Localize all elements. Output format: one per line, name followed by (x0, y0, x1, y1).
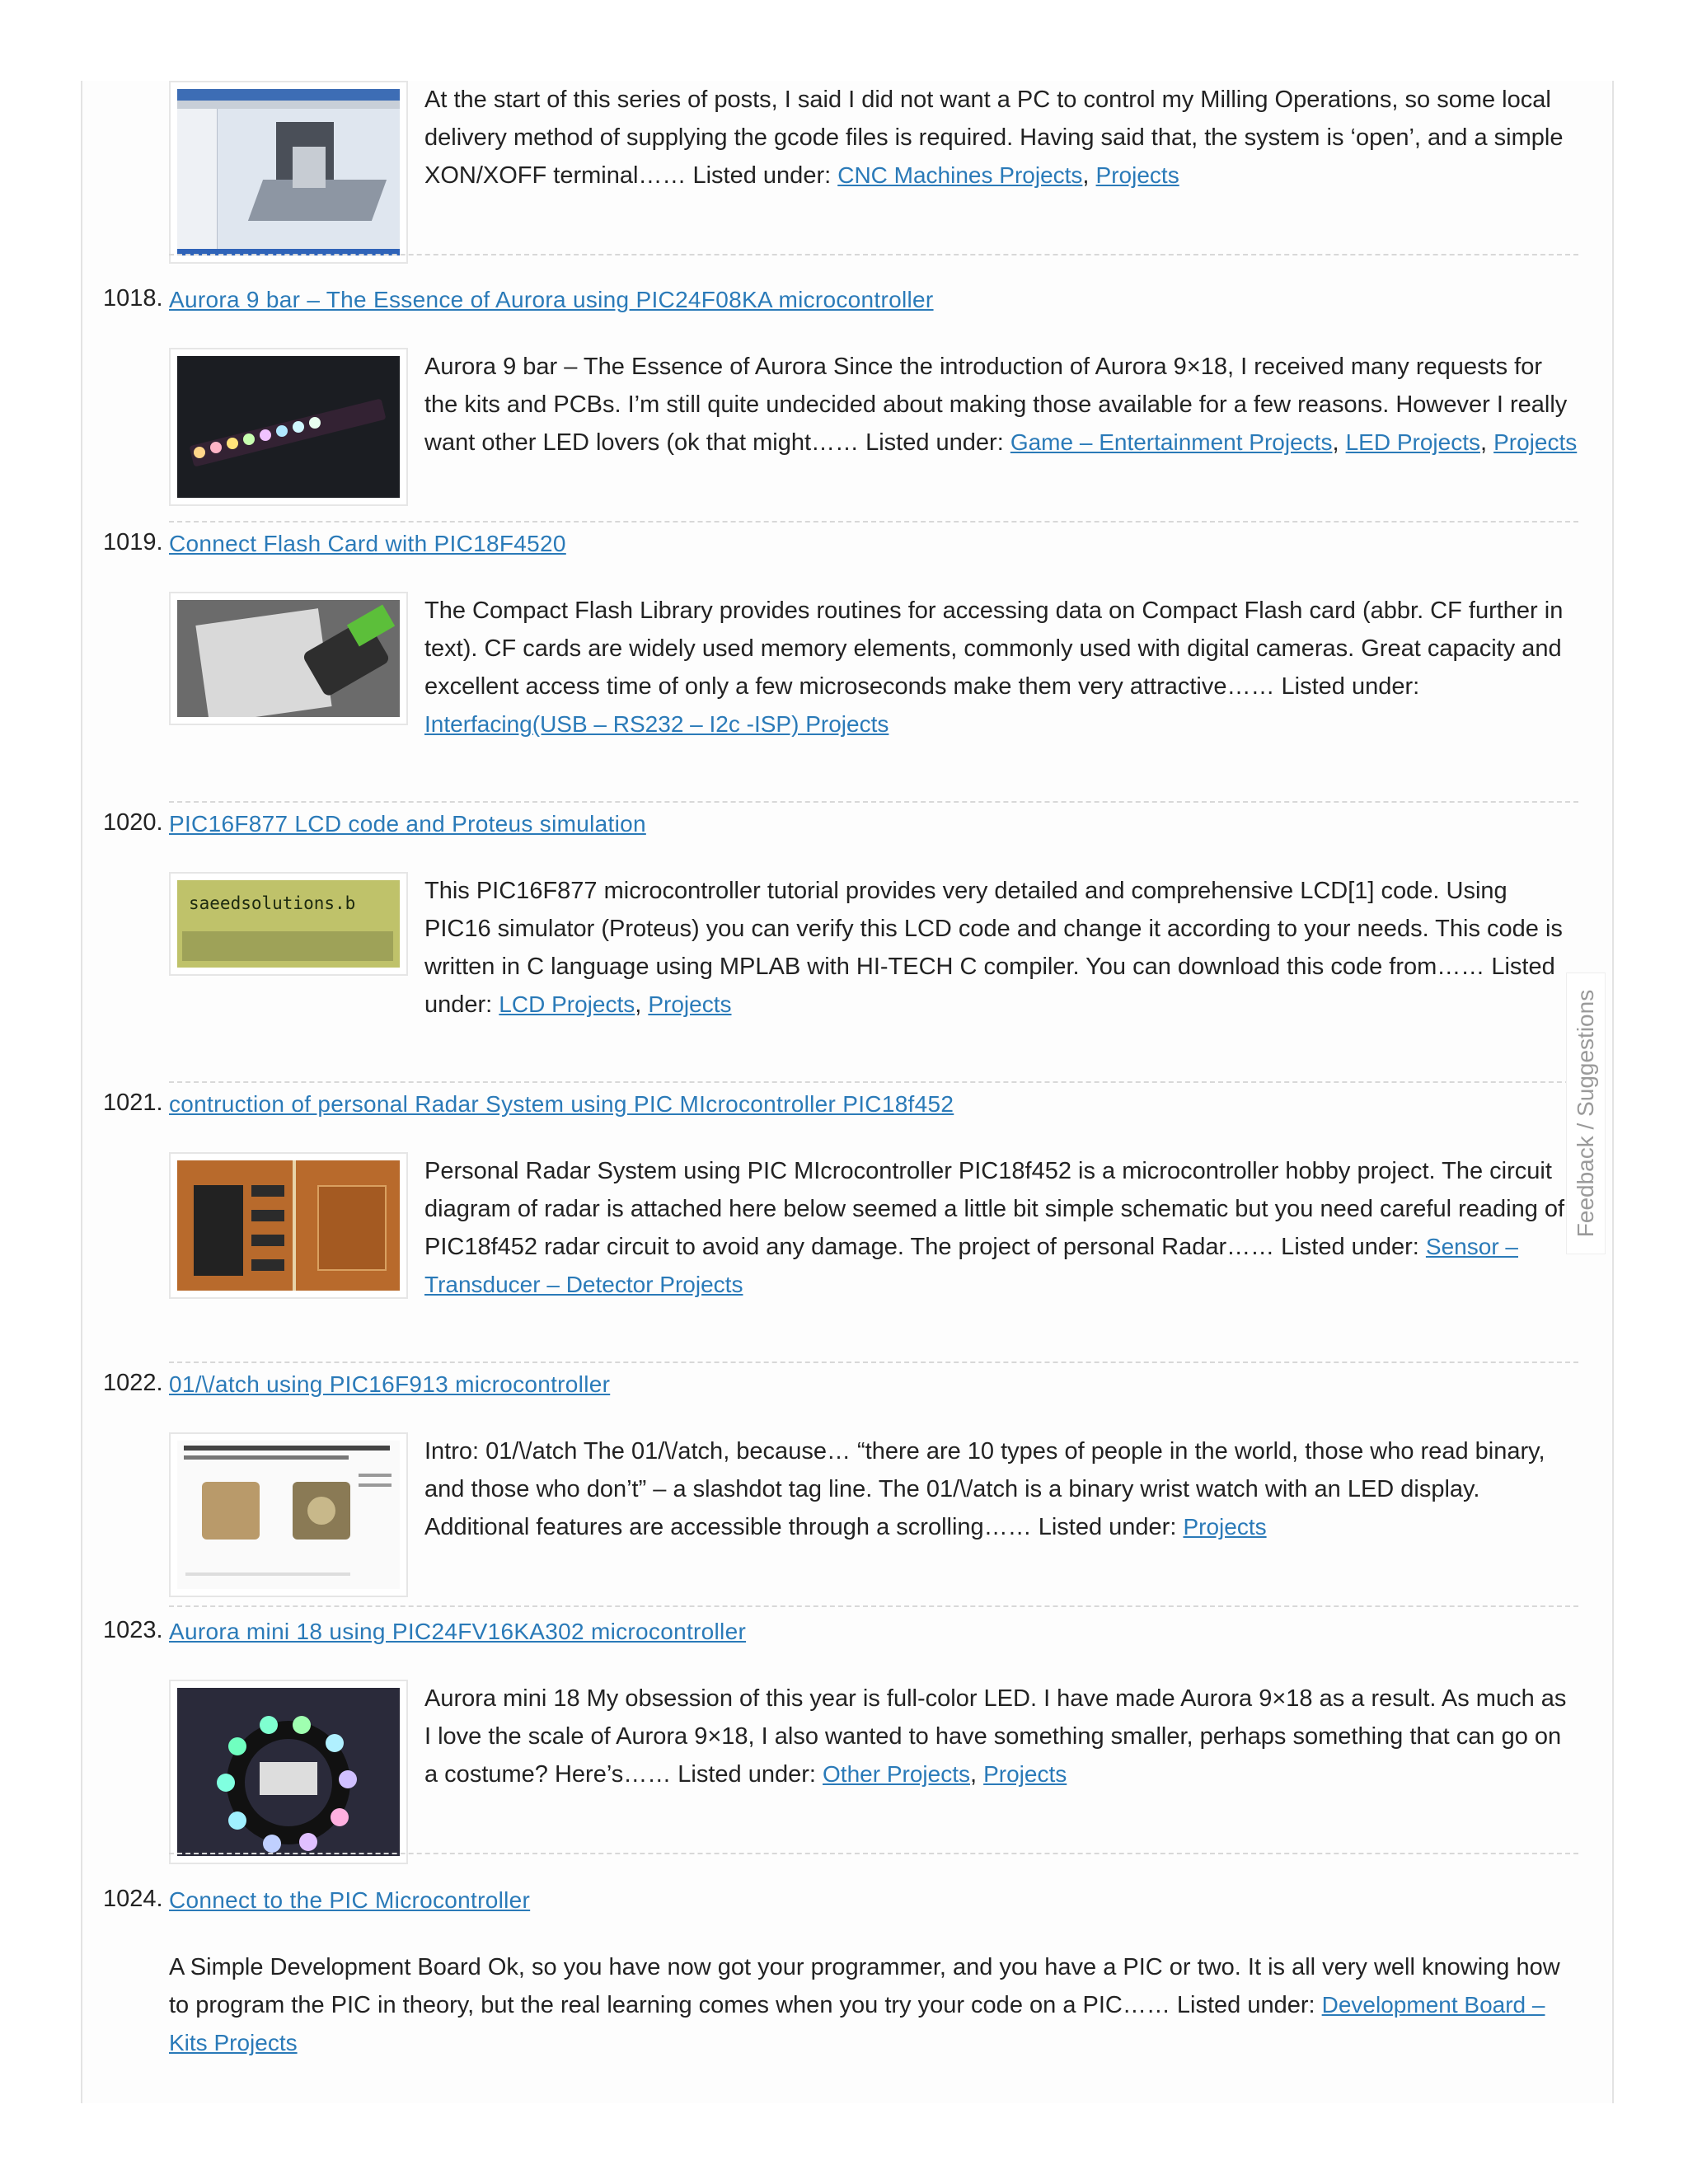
thumbnail-watch[interactable] (169, 1432, 408, 1597)
entry-description: The Compact Flash Library provides routines for accessing data on Compact Flash card (abbr. CF further in text). CF cards are widely used memory elements, commonly used with digital cameras. Great capacity and excellent access time of only a few microseconds make them very attractive…… Listed under: Interfacing(USB – RS232 – I2c -ISP) Projects (424, 598, 1564, 737)
entry-description: This PIC16F877 microcontroller tutorial provides very detailed and comprehensive LCD[1] code. Using PIC16 simulator (Proteus) you can verify this LCD code and change it according to your needs. This code is written in C language using MPLAB with HI-TECH C compiler. You can download this code from…… Listed under: LCD Projects, Projects (424, 878, 1563, 1018)
entry-number: 1020. (103, 809, 163, 836)
entry-title-link[interactable]: Aurora mini 18 using PIC24FV16KA302 microcontroller (169, 1619, 747, 1644)
category-link[interactable]: Sensor – Transducer – Detector Projects (424, 1234, 1518, 1297)
category-link[interactable]: LCD Projects (499, 991, 635, 1017)
entry-title-link[interactable]: PIC16F877 LCD code and Proteus simulation (169, 811, 646, 837)
entry-title-link[interactable]: Connect Flash Card with PIC18F4520 (169, 531, 566, 556)
thumbnail-cnc[interactable] (169, 81, 408, 264)
separator (169, 254, 1578, 255)
entry-number: 1024. (103, 1886, 163, 1912)
category-link[interactable]: Game – Entertainment Projects (1010, 429, 1333, 455)
feedback-tab[interactable] (1566, 972, 1606, 1254)
category-link[interactable]: Projects (648, 991, 732, 1017)
entry-title-link[interactable]: Connect to the PIC Microcontroller (169, 1887, 531, 1913)
category-link[interactable]: Other Projects (823, 1761, 970, 1787)
entry-description: Intro: 01/\/atch The 01/\/atch, because… “there are 10 types of people in the world, those who read binary, and those who don’t” – a slashdot tag line. The 01/\/atch is a binary wrist watch with an LED display. Additional features are accessible through a scrolling…… Listed under: Projects (424, 1438, 1545, 1540)
thumbnail-radar[interactable] (169, 1152, 408, 1299)
separator (169, 801, 1578, 803)
entry-number: 1021. (103, 1090, 163, 1116)
category-link[interactable]: Projects (983, 1761, 1067, 1787)
separator (169, 521, 1578, 523)
separator (169, 1605, 1578, 1607)
entry-number: 1022. (103, 1370, 163, 1396)
entry-description: Aurora mini 18 My obsession of this year is full-color LED. I have made Aurora 9×18 as a result. As much as I love the scale of Aurora 9×18, I also wanted to have something smaller, perhaps something that can go on a costume? Here’s…… Listed under: Other Projects, Projects (424, 1685, 1567, 1788)
separator (169, 1853, 1578, 1854)
entry-description: At the start of this series of posts, I said I did not want a PC to control my Milling Operations, so some local delivery method of supplying the gcode files is required. Having said that, the system is ‘open’, and a simple XON/XOFF terminal…… Listed under: CNC Machines Projects, Projects (424, 87, 1564, 189)
thumbnail-aurora-bar[interactable] (169, 348, 408, 506)
entry-description: Aurora 9 bar – The Essence of Aurora Since the introduction of Aurora 9×18, I received many requests for the kits and PCBs. I’m still quite undecided about making those available for a few reasons. However I really want other LED lovers (ok that might…… Listed under: Game – Entertainment Projects, LED Projects, Projects (424, 354, 1578, 456)
separator (169, 1361, 1578, 1363)
category-link[interactable]: Projects (1493, 429, 1578, 455)
feedback-label: Feedback / Suggestions (1573, 989, 1598, 1238)
entry-number: 1019. (103, 529, 163, 555)
category-link[interactable]: Interfacing(USB – RS232 – I2c -ISP) Projects (424, 711, 889, 737)
entry-number: 1023. (103, 1617, 163, 1643)
entry-title-link[interactable]: contruction of personal Radar System using PIC MIcrocontroller PIC18f452 (169, 1091, 954, 1117)
entry-number: 1018. (103, 285, 163, 312)
category-link[interactable]: Development Board – Kits Projects (169, 1992, 1545, 2055)
entry-title-link[interactable]: 01/\/atch using PIC16F913 microcontroller (169, 1371, 611, 1397)
entry-description: Personal Radar System using PIC MIcrocontroller PIC18f452 is a microcontroller hobby project. The circuit diagram of radar is attached here below seemed a little bit simple schematic but you need careful reading of PIC18f452 radar circuit to avoid any damage. The project of personal Radar…… Listed under: Sensor – Transducer – Detector Projects (424, 1158, 1565, 1297)
category-link[interactable]: CNC Machines Projects (837, 162, 1083, 188)
lcd-screen-text: saeedsolutions.b (189, 893, 356, 913)
entry-title-link[interactable]: Aurora 9 bar – The Essence of Aurora using PIC24F08KA microcontroller (169, 287, 934, 312)
thumbnail-lcd[interactable] (169, 872, 408, 976)
entry-description: A Simple Development Board Ok, so you have now got your programmer, and you have a PIC or two. It is all very well knowing how to program the PIC in theory, but the real learning comes when you try your code on a PIC…… Listed under: Development Board – Kits Projects (169, 1954, 1560, 2055)
thumbnail-flash-card[interactable] (169, 592, 408, 725)
separator (169, 1081, 1578, 1083)
category-link[interactable]: Projects (1095, 162, 1179, 188)
category-link[interactable]: LED Projects (1345, 429, 1480, 455)
category-link[interactable]: Projects (1183, 1514, 1267, 1540)
thumbnail-aurora-mini[interactable] (169, 1680, 408, 1864)
